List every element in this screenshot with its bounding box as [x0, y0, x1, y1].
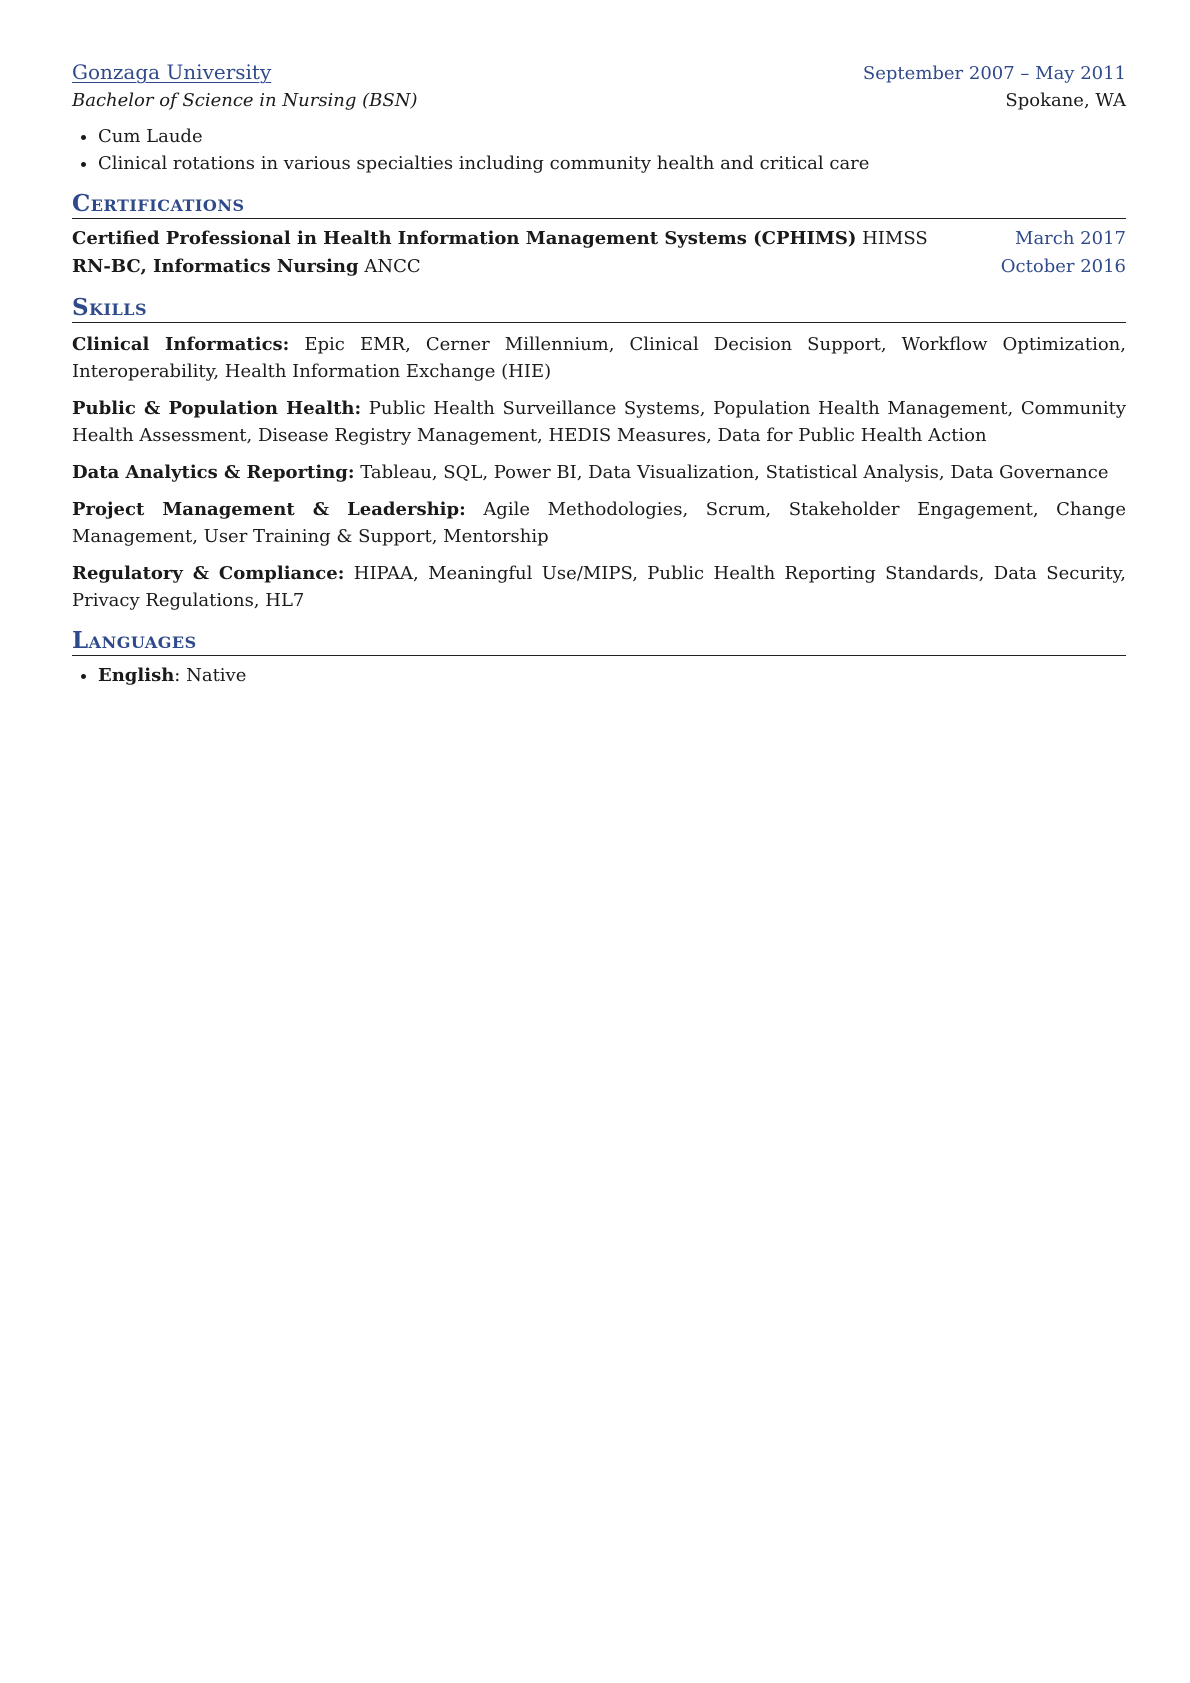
languages-heading: Languages [72, 628, 1126, 656]
education-header-row [72, 60, 1126, 84]
skill-values: Epic EMR, Cerner Millennium, Clinical Decision Support, Workflow Optimization, Interoperability, Health Information Exchange (HIE) [72, 334, 1126, 382]
certification-date: October 2016 [1000, 256, 1126, 277]
certification-name: RN-BC, Informatics Nursing [72, 256, 359, 277]
skill-values: HIPAA, Meaningful Use/MIPS, Public Health Reporting Standards, Data Security, Privacy Regulations, HL7 [72, 563, 1127, 611]
education-bullet: • Cum Laude [98, 123, 1126, 150]
skills-heading: Skills [72, 295, 1126, 323]
skill-entry [72, 560, 1126, 614]
language-level: : Native [174, 665, 247, 686]
certifications-list [72, 225, 1126, 281]
school-link[interactable]: Gonzaga University [72, 60, 272, 84]
education-bullets [72, 123, 1126, 177]
language-item [98, 662, 1126, 689]
skill-entry [72, 331, 1126, 385]
skill-entry [72, 496, 1126, 550]
skill-category: Data Analytics & Reporting: [72, 462, 355, 483]
language-name: English [98, 665, 175, 686]
education-degree: Bachelor of Science in Nursing (BSN) [72, 90, 418, 111]
languages-list [72, 662, 1126, 689]
certification-issuer: ANCC [364, 256, 421, 277]
skill-values: Tableau, SQL, Power BI, Data Visualization, Statistical Analysis, Data Governance [360, 462, 1109, 483]
certification-name: Certified Professional in Health Information Management Systems (CPHIMS) [72, 228, 857, 249]
skill-category: Public & Population Health: [72, 398, 362, 419]
education-entry [72, 60, 1126, 177]
certification-issuer: HIMSS [862, 228, 928, 249]
certification-row [72, 225, 1126, 253]
skill-values: Public Health Surveillance Systems, Population Health Management, Community Health Assessment, Disease Registry Management, HEDIS Measures, Data for Public Health Action [72, 398, 1126, 446]
skill-category: Clinical Informatics: [72, 334, 290, 355]
certification-title [72, 225, 928, 253]
skill-entry [72, 395, 1126, 449]
certification-row [72, 253, 1126, 281]
education-subheader-row [72, 90, 1126, 111]
skill-category: Project Management & Leadership: [72, 499, 466, 520]
skill-values: Agile Methodologies, Scrum, Stakeholder Engagement, Change Management, User Training & Support, Mentorship [72, 499, 1126, 547]
resume-page [72, 60, 1126, 689]
education-location: Spokane, WA [1005, 90, 1126, 111]
skill-category: Regulatory & Compliance: [72, 563, 345, 584]
skill-entry [72, 459, 1126, 486]
certification-date: March 2017 [1015, 228, 1126, 249]
skills-list [72, 331, 1126, 614]
education-bullet: • Clinical rotations in various specialties including community health and critical care [98, 150, 1126, 177]
certification-title [72, 253, 421, 281]
certifications-heading: Certifications [72, 191, 1126, 219]
education-dates: September 2007 – May 2011 [862, 63, 1126, 84]
